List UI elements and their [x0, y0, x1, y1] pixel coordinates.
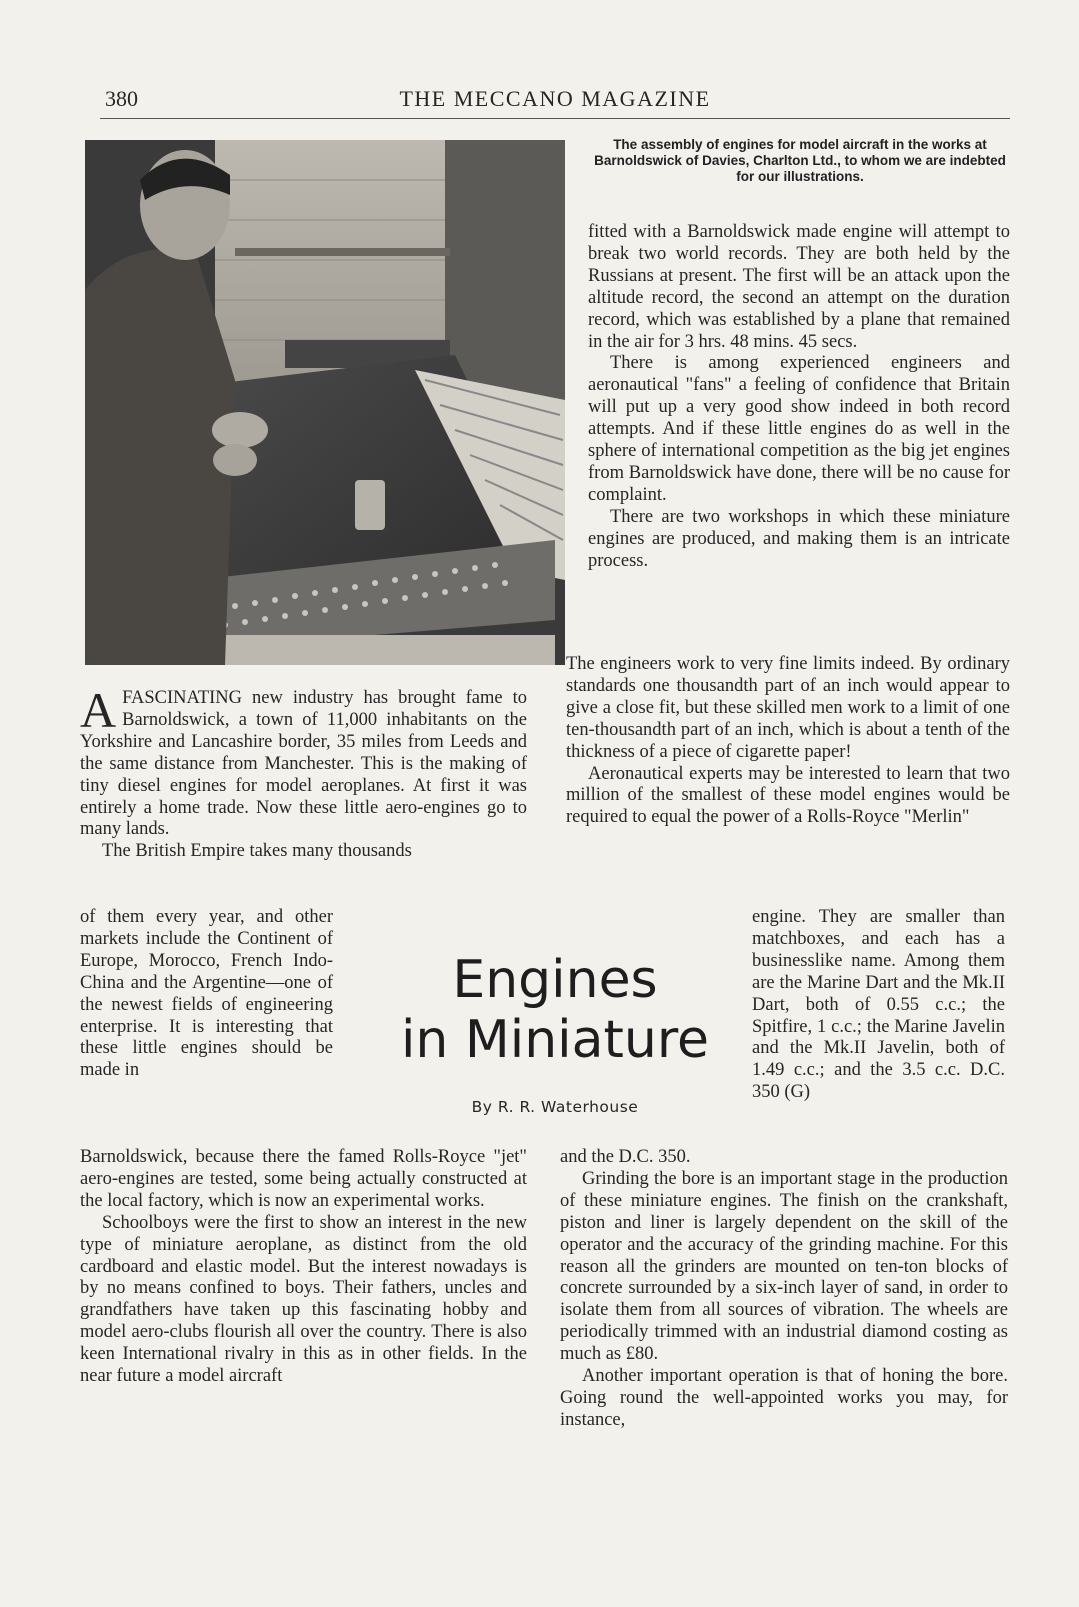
paragraph: Barnoldswick, because there the famed Rolls-Royce "jet" aero-engines are tested, some being actually constructed at the local factory, which is now an experimental works. [80, 1147, 527, 1211]
drop-cap: A [80, 682, 117, 738]
paragraph: The British Empire takes many thousands [102, 841, 412, 862]
title-line-2: in Miniature [400, 1010, 710, 1070]
header-rule [100, 118, 1010, 119]
column-right-lower [560, 1147, 1008, 1432]
paragraph: Aeronautical experts may be interested to learn that two million of the smallest of these model engines would be required to equal the power of a Rolls-Royce "Merlin" [566, 763, 1010, 828]
page-header [100, 80, 1010, 112]
paragraph: Another important operation is that of honing the bore. Going round the well-appointed works you may, for instance, [560, 1366, 1008, 1430]
column-left-narrow [80, 907, 333, 1082]
byline: By R. R. Waterhouse [471, 1098, 639, 1116]
column-right-mid [566, 654, 1010, 829]
column-right-narrow [752, 907, 1005, 1104]
page-number: 380 [105, 86, 138, 111]
paragraph: AFASCINATING new industry has brought fame to Barnoldswick, a town of 11,000 inhabitants on the Yorkshire and Lancashire border, 35 miles from Leeds and the same distance from Manchester. This is the making of tiny diesel engines for model aeroplanes. At first it was entirely a home trade. Now these little aero-engines go to many lands. [80, 682, 527, 840]
paragraph: There are two workshops in which these miniature engines are produced, and making them is an intricate process. [588, 506, 1010, 571]
paragraph: Grinding the bore is an important stage in the production of these miniature engines. The finish on the crankshaft, piston and liner is largely dependent on the skill of the operator and the accuracy of the grinding machine. For this reason all the grinders are mounted on ten-ton blocks of concrete surrounded by a six-inch layer of sand, in order to isolate them from all sources of vibration. The wheels are periodically trimmed with an industrial diamond costing as much as £80. [560, 1168, 1008, 1365]
paragraph: of them every year, and other markets include the Continent of Europe, Morocco, French Indo-China and the Argentine—one of the newest fields of engineering enterprise. It is interesting that these little engines should be made in [80, 907, 333, 1081]
paragraph: engine. They are smaller than matchboxes, and each has a businesslike name. Among them are the Marine Dart and the Mk.II Dart, both of 0.55 c.c.; the Spitfire, 1 c.c.; the Marine Javelin and the Mk.II Javelin, both of 1.49 c.c.; and the 3.5 c.c. D.C. 350 (G) [752, 907, 1005, 1103]
paragraph: The engineers work to very fine limits indeed. By ordinary standards one thousandth part of an inch would appear to give a close fit, but these skilled men work to a limit of one ten-thousandth part of an inch, which is about a tenth of the thickness of a piece of cigarette paper! [566, 654, 1010, 762]
paragraph: fitted with a Barnoldswick made engine will attempt to break two world records. They are both held by the Russians at present. The first will be an attack upon the altitude record, the second an attempt on the duration record, which was established by a plane that remained in the air for 3 hrs. 48 mins. 45 secs. [588, 222, 1010, 352]
workshop-photo [85, 140, 565, 665]
paragraph: and the D.C. 350. [560, 1147, 691, 1167]
paragraph: There is among experienced engineers and aeronautical "fans" a feeling of confidence that Britain will put up a very good show indeed in both record attempts. And if these little engines do as well in the sphere of international competition as the big jet engines from Barnoldswick have done, there will be no cause for complaint. [588, 353, 1010, 505]
paragraph: Schoolboys were the first to show an interest in the new type of miniature aeroplane, as distinct from the old cardboard and elastic model. But the interest nowadays is by no means confined to boys. Their fathers, uncles and grandfathers have taken up this fascinating hobby and model aero-clubs flourish all over the country. There is also keen International rivalry in this as in other fields. In the near future a model aircraft [80, 1212, 527, 1387]
title-line-1: Engines [452, 950, 658, 1010]
photo-caption: The assembly of engines for model aircraft in the works at Barnoldswick of Davies, Charlton Ltd., to whom we are indebted for our illustrations. [594, 137, 1006, 184]
column-left-upper [80, 682, 527, 863]
column-left-lower [80, 1147, 527, 1388]
magazine-title: THE MECCANO MAGAZINE [399, 86, 711, 111]
column-right-upper [588, 222, 1010, 573]
article-title [390, 950, 720, 1070]
